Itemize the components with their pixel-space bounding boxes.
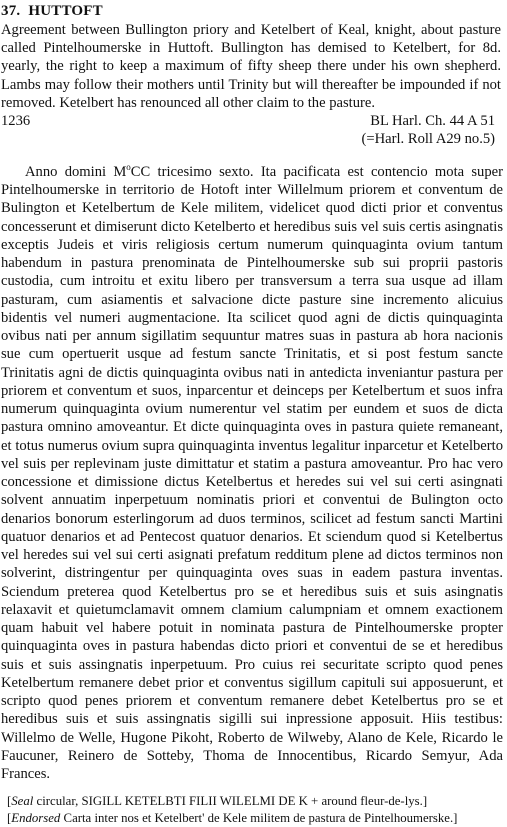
- entry-heading: [1, 2, 507, 20]
- charter-date: 1236: [1, 113, 31, 130]
- endorsement-note: [7, 810, 503, 827]
- alternate-reference: (=Harl. Roll A29 no.5): [361, 131, 495, 148]
- seal-label: Seal: [11, 794, 34, 809]
- seal-description: circular, SIGILL KETELBTI FILII WILELMI DE K + around fleur-de-lys.]: [33, 794, 428, 809]
- archive-reference: BL Harl. Ch. 44 A 51: [370, 113, 495, 130]
- charter-body: CC tricesimo sexto. Ita pacificata est contencio mota super Pintelhoumerske in territorio de Hotoft inter Willelmum priorem et conventum de Bulington et Ketelbertum de Kele militem, videlicet quod dicti prior et conventus concesserunt et dimiserunt dicto Ketelberto et heredibus suis vel suis certis asingnatis exceptis Judeis et viris religiosis certum numerum quinquaginta ovium tantum habendum in pastura prenominata de Pintelhoumerske sub sui proprii pastoris custodia, cum introitu et exitu libero per transversum a terra sua usque ad illam pasturam, cum asiamentis et salvacione dicte pasture sine incremento alicuius bidentis vel numeri augmentacione. Ita scilicet quod agni de dictis quinquaginta ovibus nati per annum sigillatim sequuntur matres suas in pastura ab hora nacionis sue cum opertuerit usque ad festum sancte Trinitatis, et si post festum sancte Trinitatis agni de dictis quinquaginta ovibus nati in antedicta inveniantur pastura per priorem et conventum et suos, inparcentur et deinceps per Ketelbertum et suos infra numerum quinquaginta ovium numerentur vel statim per eundem et suos de dicta pastura omnino amoveantur. Et dicte quinquaginta oves in pastura quiete remaneant, et totus numerus ovium supra quinquaginta inventus legalitur inparcetur et Ketelberto vel suis per replevinam juste dimittatur et statim a pastura amoveantur. Pro hac vero concessione et dimissione dictus Ketelbertus et heredes sui vel sui certi asingnati solvent annuatim inperpetuum nominatis priori et conventui de Bulington octo denarios bonorum esterlingorum ad duos terminos, scilicet ad festum sancti Martini quatuor denarios et ad Pentecost quatuor denarios. Et sciendum quod si Ketelbertus vel heredes sui vel sui certi asignati prefatum redditum plene ad dictos terminos non solverint, distringentur per quinquaginta oves suas in eadem pastura inventas. Sciendum preterea quod Ketelbertus pro se et heredibus suis et suis asingnatis relaxavit et quietumclamavit omnem clamium calumpniam et omnem exactionem quam habuit vel habere potuit in nominata pastura de Pintelhoumerske propter quinquaginta oves in pastura habendas dicto priori et conventui de se et heredibus suis et suis assingnatis inperpetuum. Pro cuius rei securitate scripto quod penes Ketelbertum remanere debet prior et conventus sigillum capituli sui apposuerunt, et scripto quod penes priorem et conventum remanere debet Ketelbertus pro se et heredibus suis et suis assingnatis sigilli sui inpressione apposuit. Hiis testibus: Willelmo de Welle, Hugone Pikoht, Roberto de Wilweby, Alano de Kele, Ricardo le Faucuner, Reinero de Sotteby, Thoma de Innocentibus, Ricardo Semyur, Ada Frances.: [1, 163, 503, 783]
- entry-title: HUTTOFT: [28, 3, 103, 19]
- seal-note: [7, 793, 503, 810]
- date-reference-line: [0, 112, 503, 130]
- charter-opening: Anno domini M: [25, 163, 127, 180]
- entry-number: 37.: [1, 3, 21, 19]
- endorsed-label: Endorsed: [11, 811, 61, 826]
- editorial-notes: [7, 793, 503, 827]
- endorsement-bracket: [: [7, 811, 12, 826]
- charter-superscript: o: [126, 162, 131, 173]
- english-summary: Agreement between Bullington priory and Ketelbert of Keal, knight, about pasture called Pintelhoumerske in Huttoft. Bullington has demised to Ketelbert, for 8d. yearly, the right to keep a maximum of fifty sheep there under his own shepherd. Lambs may follow their mothers until Trinity but will thereafter be impounded if not removed. Ketelbert has renounced all other claim to the pasture.: [1, 22, 501, 111]
- latin-charter-text: [1, 158, 503, 783]
- seal-bracket: [: [7, 794, 12, 809]
- endorsement-text: Carta inter nos et Ketelbert' de Kele militem de pastura de Pintelhoumerske.]: [60, 811, 458, 826]
- alternate-reference-line: [0, 130, 503, 148]
